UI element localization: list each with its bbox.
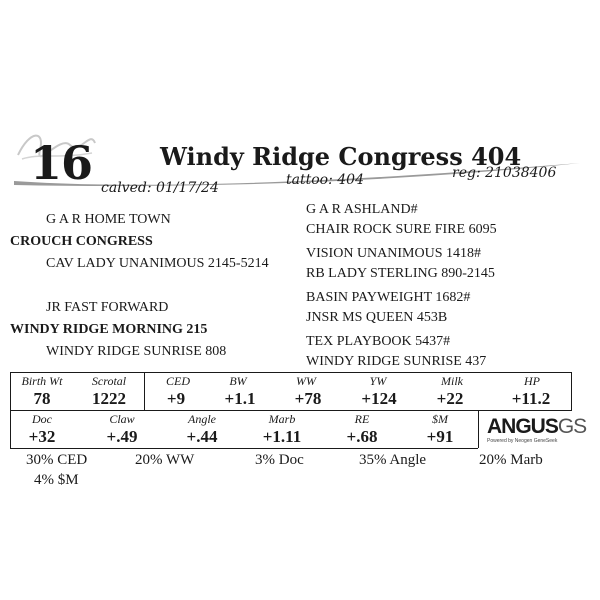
table-row-divider [10,410,478,411]
epd-header: Angle [188,412,216,426]
epd-value: +1.1 [224,389,256,408]
pedigree-dam: WINDY RIDGE MORNING 215 [10,322,208,337]
pedigree-right-line: RB LADY STERLING 890-2145 [306,266,495,281]
pedigree-right-line: WINDY RIDGE SUNRISE 437 [306,354,487,369]
animal-name: Windy Ridge Congress 404 [160,142,522,171]
epd-value: +1.11 [262,427,302,446]
epd-header: Claw [109,412,135,426]
pedigree-dam-sire: JR FAST FORWARD [46,300,169,315]
pedigree-sire-dam: CAV LADY UNANIMOUS 2145-5214 [46,256,269,271]
epd-value: 1222 [92,389,126,408]
epd-header: Milk [441,374,463,388]
pedigree-right-line: VISION UNANIMOUS 1418# [306,246,481,261]
epd-header: Birth Wt [21,374,63,388]
epd-value: +.68 [346,427,378,446]
table-border-right [571,372,572,410]
epd-header: BW [229,374,247,388]
epd-value: +11.2 [511,389,551,408]
registration-number: reg: 21038406 [452,165,557,181]
angus-gs-logo [487,416,586,444]
table-border-bottom [10,448,478,449]
epd-header: HP [524,374,540,388]
epd-header: Scrotal [91,374,127,388]
percentile: 20% Marb [479,452,543,468]
epd-value: +91 [426,427,454,446]
table-row-divider-right [478,410,572,411]
angus-logo-brand: ANGUS [487,415,558,438]
percentile: 20% WW [135,452,195,468]
table-border-top [10,372,572,373]
angus-logo-tagline: Powered by Neogen GeneSeek [487,438,558,444]
percentile: 3% Doc [255,452,304,468]
epd-header: Marb [268,412,296,426]
epd-value: 78 [33,389,51,408]
epd-header: RE [354,412,370,426]
epd-header: WW [296,374,316,388]
epd-value: +22 [436,389,464,408]
epd-value: +124 [361,389,397,408]
epd-header: $M [432,412,448,426]
epd-header: CED [166,374,190,388]
pedigree-right-line: BASIN PAYWEIGHT 1682# [306,290,471,305]
tattoo: tattoo: 404 [286,172,364,188]
pedigree-dam-dam: WINDY RIDGE SUNRISE 808 [46,344,227,359]
angus-logo-suffix: GS [557,415,587,438]
epd-header: YW [369,374,387,388]
epd-value: +9 [166,389,186,408]
epd-value: +78 [294,389,322,408]
pedigree-sire-sire: G A R HOME TOWN [46,212,171,227]
epd-value: +.49 [106,427,138,446]
pedigree-right-line: TEX PLAYBOOK 5437# [306,334,451,349]
calved-date: calved: 01/17/24 [101,180,219,196]
percentile: 35% Angle [359,452,427,468]
pedigree-right-line: JNSR MS QUEEN 453B [306,310,448,325]
lot-number: 16 [30,136,93,190]
epd-value: +32 [28,427,56,446]
pedigree-right-line: CHAIR ROCK SURE FIRE 6095 [306,222,497,237]
pedigree-sire: CROUCH CONGRESS [10,234,153,249]
percentile: 4% $M [34,472,79,488]
percentile: 30% CED [26,452,88,468]
table-logo-divider [478,410,479,448]
epd-header: Doc [32,412,52,426]
epd-value: +.44 [186,427,218,446]
pedigree-right-line: G A R ASHLAND# [306,202,418,217]
